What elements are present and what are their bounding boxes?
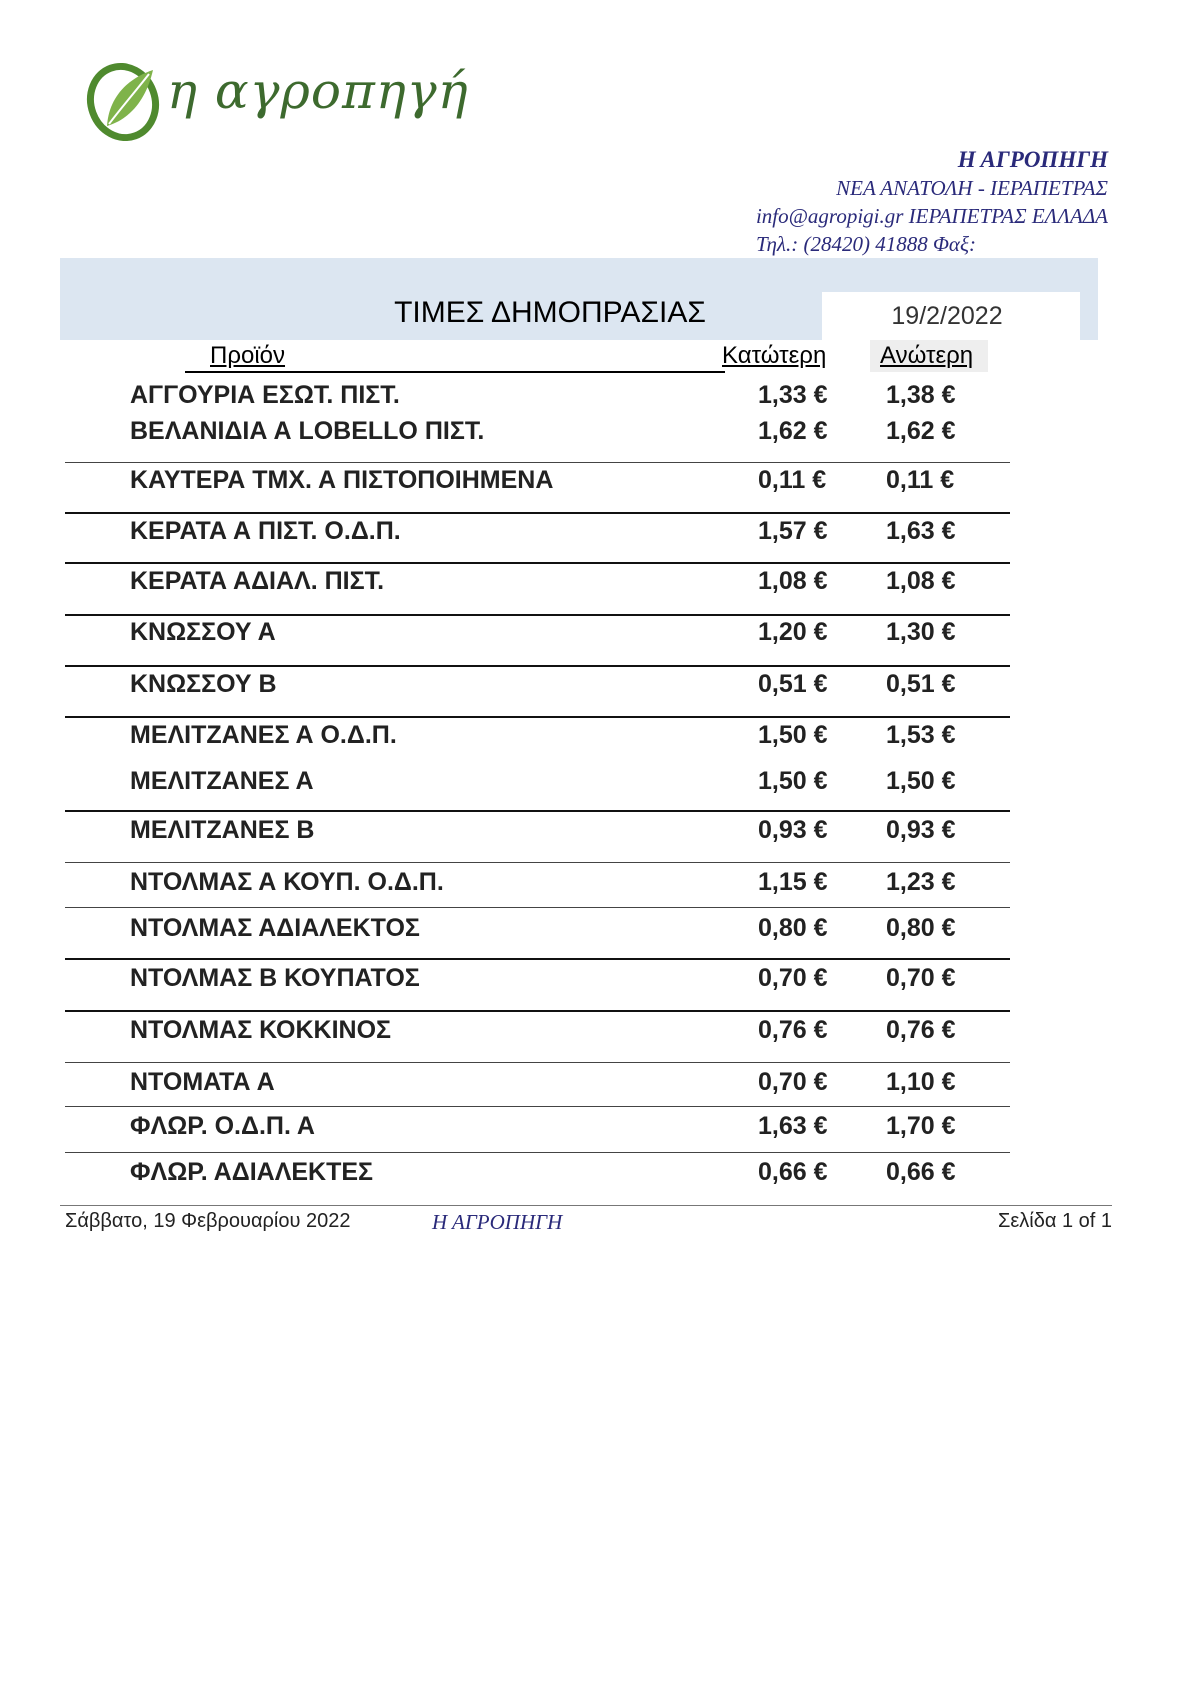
company-email: info@agropigi.gr ΙΕΡΑΠΕΤΡΑΣ ΕΛΛΑΔΑ bbox=[755, 204, 1108, 228]
row-separator bbox=[65, 907, 1010, 908]
high-price-cell: 0,51 € bbox=[886, 670, 956, 698]
table-row bbox=[130, 618, 1000, 652]
product-cell: ΚΝΩΣΣΟΥ Β bbox=[130, 670, 277, 698]
table-row bbox=[130, 964, 1000, 998]
company-address: ΝΕΑ ΑΝΑΤΟΛΗ - ΙΕΡΑΠΕΤΡΑΣ bbox=[836, 176, 1108, 200]
table-row bbox=[130, 417, 1000, 451]
product-cell: ΜΕΛΙΤΖΑΝΕΣ Α Ο.Δ.Π. bbox=[130, 721, 397, 749]
table-row bbox=[130, 381, 1000, 415]
table-row bbox=[130, 1112, 1000, 1146]
footer-rule bbox=[60, 1205, 1112, 1206]
leaf-logo-icon bbox=[85, 56, 167, 146]
product-cell: ΝΤΟΛΜΑΣ Α ΚΟΥΠ. Ο.Δ.Π. bbox=[130, 868, 444, 896]
high-price-cell: 1,08 € bbox=[886, 567, 956, 595]
product-cell: ΦΛΩΡ. ΑΔΙΑΛΕΚΤΕΣ bbox=[130, 1158, 374, 1186]
product-cell: ΦΛΩΡ. Ο.Δ.Π. Α bbox=[130, 1112, 315, 1140]
low-price-cell: 0,93 € bbox=[758, 816, 828, 844]
low-price-cell: 0,66 € bbox=[758, 1158, 828, 1186]
low-price-cell: 0,80 € bbox=[758, 914, 828, 942]
header-rule bbox=[185, 371, 725, 373]
logo-text: η αγροπηγή bbox=[167, 62, 469, 120]
low-price-cell: 1,20 € bbox=[758, 618, 828, 646]
footer-page-number: Σελίδα 1 of 1 bbox=[997, 1210, 1112, 1232]
row-separator bbox=[65, 716, 1010, 718]
row-separator bbox=[65, 1106, 1010, 1107]
table-row bbox=[130, 670, 1000, 704]
low-price-cell: 1,50 € bbox=[758, 767, 828, 795]
low-price-cell: 1,62 € bbox=[758, 417, 828, 445]
row-separator bbox=[65, 1062, 1010, 1063]
product-cell: ΚΝΩΣΣΟΥ Α bbox=[130, 618, 276, 646]
column-header-high: Ανώτερη bbox=[880, 342, 974, 369]
high-price-cell: 1,23 € bbox=[886, 868, 956, 896]
product-cell: ΒΕΛΑΝΙΔΙΑ Α LOBELLO ΠΙΣΤ. bbox=[130, 417, 485, 445]
footer-company: Η ΑΓΡΟΠΗΓΗ bbox=[432, 1210, 563, 1234]
column-header-product: Προϊόν bbox=[210, 342, 286, 369]
high-price-cell: 0,70 € bbox=[886, 964, 956, 992]
company-phone: Τηλ.: (28420) 41888 Φαξ: bbox=[755, 232, 976, 256]
low-price-cell: 0,11 € bbox=[758, 466, 827, 494]
product-cell: ΝΤΟΜΑΤΑ Α bbox=[130, 1068, 275, 1096]
low-price-cell: 1,50 € bbox=[758, 721, 828, 749]
low-price-cell: 0,76 € bbox=[758, 1016, 828, 1044]
low-price-cell: 1,08 € bbox=[758, 567, 828, 595]
company-name: Η ΑΓΡΟΠΗΓΗ bbox=[957, 147, 1108, 172]
page-title: ΤΙΜΕΣ ΔΗΜΟΠΡΑΣΙΑΣ bbox=[394, 296, 706, 329]
high-price-cell: 0,93 € bbox=[886, 816, 956, 844]
low-price-cell: 0,51 € bbox=[758, 670, 828, 698]
high-price-cell: 0,76 € bbox=[886, 1016, 956, 1044]
table-row bbox=[130, 868, 1000, 902]
table-row bbox=[130, 567, 1000, 601]
product-cell: ΝΤΟΛΜΑΣ ΚΟΚΚΙΝΟΣ bbox=[130, 1016, 392, 1044]
row-separator bbox=[65, 512, 1010, 514]
table-row bbox=[130, 466, 1000, 500]
low-price-cell: 0,70 € bbox=[758, 1068, 828, 1096]
low-price-cell: 1,63 € bbox=[758, 1112, 828, 1140]
row-separator bbox=[65, 862, 1010, 863]
low-price-cell: 1,57 € bbox=[758, 517, 828, 545]
product-cell: ΑΓΓΟΥΡΙΑ ΕΣΩΤ. ΠΙΣΤ. bbox=[130, 381, 400, 409]
column-header-low: Κατώτερη bbox=[722, 342, 827, 369]
row-separator bbox=[65, 958, 1010, 960]
high-price-cell: 1,53 € bbox=[886, 721, 956, 749]
table-row bbox=[130, 914, 1000, 948]
product-cell: ΚΕΡΑΤΑ Α ΠΙΣΤ. Ο.Δ.Π. bbox=[130, 517, 401, 545]
row-separator bbox=[65, 810, 1010, 812]
low-price-cell: 0,70 € bbox=[758, 964, 828, 992]
product-cell: ΜΕΛΙΤΖΑΝΕΣ Β bbox=[130, 816, 315, 844]
high-price-cell: 1,63 € bbox=[886, 517, 956, 545]
table-row bbox=[130, 1016, 1000, 1050]
company-info bbox=[756, 146, 1108, 258]
product-cell: ΚΕΡΑΤΑ ΑΔΙΑΛ. ΠΙΣΤ. bbox=[130, 567, 385, 595]
high-price-cell: 1,30 € bbox=[886, 618, 956, 646]
row-separator bbox=[65, 462, 1010, 463]
high-price-cell: 0,11 € bbox=[886, 466, 955, 494]
high-price-cell: 0,80 € bbox=[886, 914, 956, 942]
low-price-cell: 1,33 € bbox=[758, 381, 828, 409]
high-price-cell: 1,10 € bbox=[886, 1068, 956, 1096]
high-price-cell: 0,66 € bbox=[886, 1158, 956, 1186]
high-price-cell: 1,50 € bbox=[886, 767, 956, 795]
table-row bbox=[130, 721, 1000, 755]
product-cell: ΚΑΥΤΕΡΑ ΤΜΧ. Α ΠΙΣΤΟΠΟΙΗΜΕΝΑ bbox=[130, 466, 554, 494]
table-row bbox=[130, 517, 1000, 551]
row-separator bbox=[65, 614, 1010, 616]
high-price-cell: 1,70 € bbox=[886, 1112, 956, 1140]
product-cell: ΝΤΟΛΜΑΣ Β ΚΟΥΠΑΤΟΣ bbox=[130, 964, 420, 992]
auction-date: 19/2/2022 bbox=[891, 302, 1003, 330]
table-row bbox=[130, 816, 1000, 850]
high-price-cell: 1,62 € bbox=[886, 417, 956, 445]
row-separator bbox=[65, 1010, 1010, 1012]
product-cell: ΝΤΟΛΜΑΣ ΑΔΙΑΛΕΚΤΟΣ bbox=[130, 914, 420, 942]
company-logo bbox=[85, 52, 469, 152]
high-price-cell: 1,38 € bbox=[886, 381, 956, 409]
row-separator bbox=[65, 1152, 1010, 1153]
table-row bbox=[130, 1068, 1000, 1102]
footer-date: Σάββατο, 19 Φεβρουαρίου 2022 bbox=[65, 1210, 351, 1232]
table-row bbox=[130, 767, 1000, 801]
product-cell: ΜΕΛΙΤΖΑΝΕΣ Α bbox=[130, 767, 314, 795]
row-separator bbox=[65, 562, 1010, 564]
row-separator bbox=[65, 665, 1010, 667]
low-price-cell: 1,15 € bbox=[758, 868, 828, 896]
table-row bbox=[130, 1158, 1000, 1192]
